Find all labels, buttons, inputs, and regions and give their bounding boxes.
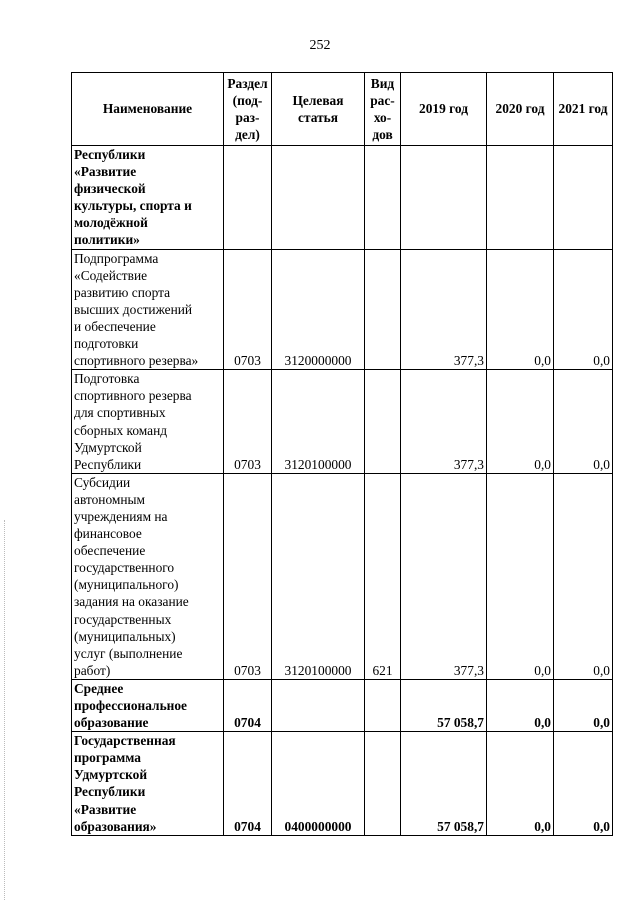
row-name: Среднее профессиональное образование <box>72 679 224 731</box>
row-2020: 0,0 <box>487 370 554 474</box>
row-expense-type <box>365 679 401 731</box>
row-section: 0703 <box>224 370 272 474</box>
row-name: Субсидии автономным учреждениям на финансовое обеспечение государственного (муниципального) задания на оказание государственных (муниципальных) услуг (выполнение работ) <box>72 473 224 679</box>
scan-edge-mark <box>4 520 6 900</box>
budget-table <box>71 72 613 836</box>
row-2020: 0,0 <box>487 732 554 836</box>
row-2021: 0,0 <box>554 732 613 836</box>
row-expense-type: 621 <box>365 473 401 679</box>
row-target <box>272 146 365 250</box>
row-name: Государственная программа Удмуртской Республики «Развитие образования» <box>72 732 224 836</box>
row-target: 3120100000 <box>272 473 365 679</box>
header-2020: 2020 год <box>487 73 554 146</box>
table-row <box>72 732 613 836</box>
table-row <box>72 249 613 370</box>
row-section: 0704 <box>224 679 272 731</box>
row-target <box>272 679 365 731</box>
table-row <box>72 146 613 250</box>
table-row <box>72 679 613 731</box>
row-2019: 377,3 <box>401 249 487 370</box>
row-name: Республики «Развитие физической культуры, спорта и молодёжной политики» <box>72 146 224 250</box>
row-expense-type <box>365 370 401 474</box>
table-row <box>72 473 613 679</box>
row-2020: 0,0 <box>487 473 554 679</box>
row-name: Подпрограмма «Содействие развитию спорта высших достижений и обеспечение подготовки спортивного резерва» <box>72 249 224 370</box>
page-number: 252 <box>309 38 331 53</box>
table-row <box>72 370 613 474</box>
row-2021: 0,0 <box>554 370 613 474</box>
row-section: 0703 <box>224 249 272 370</box>
row-2021: 0,0 <box>554 679 613 731</box>
header-2019: 2019 год <box>401 73 487 146</box>
row-expense-type <box>365 249 401 370</box>
row-2019: 57 058,7 <box>401 679 487 731</box>
row-2019: 377,3 <box>401 473 487 679</box>
row-2021 <box>554 146 613 250</box>
header-row <box>72 73 613 146</box>
row-2019: 57 058,7 <box>401 732 487 836</box>
row-section: 0704 <box>224 732 272 836</box>
row-2019: 377,3 <box>401 370 487 474</box>
row-target: 3120000000 <box>272 249 365 370</box>
row-2021: 0,0 <box>554 249 613 370</box>
row-2020: 0,0 <box>487 679 554 731</box>
row-2020 <box>487 146 554 250</box>
row-section <box>224 146 272 250</box>
header-section: Раздел (под- раз- дел) <box>224 73 272 146</box>
row-2020: 0,0 <box>487 249 554 370</box>
row-2021: 0,0 <box>554 473 613 679</box>
header-target: Целевая статья <box>272 73 365 146</box>
row-expense-type <box>365 146 401 250</box>
row-section: 0703 <box>224 473 272 679</box>
row-target: 3120100000 <box>272 370 365 474</box>
header-name: Наименование <box>72 73 224 146</box>
row-name: Подготовка спортивного резерва для спортивных сборных команд Удмуртской Республики <box>72 370 224 474</box>
header-2021: 2021 год <box>554 73 613 146</box>
row-2019 <box>401 146 487 250</box>
row-expense-type <box>365 732 401 836</box>
row-target: 0400000000 <box>272 732 365 836</box>
header-expense-type: Вид рас- хо- дов <box>365 73 401 146</box>
